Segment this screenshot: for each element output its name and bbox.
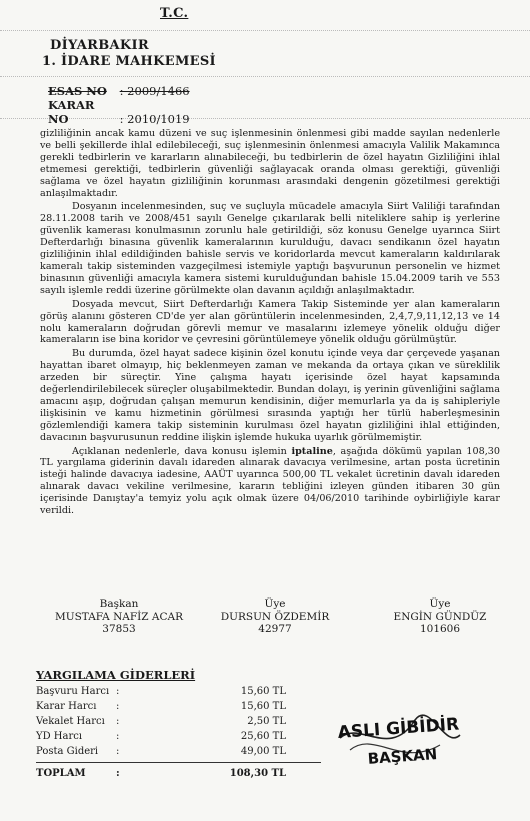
paragraph-5 xyxy=(40,446,500,517)
karar-no-row xyxy=(48,98,190,126)
court-name: 1. İDARE MAHKEMESİ xyxy=(42,54,216,69)
signature-number: 101606 xyxy=(419,623,461,635)
cost-row xyxy=(36,731,336,742)
cost-colon: : xyxy=(116,746,120,757)
paragraph-2: Dosyanın incelenmesinden, suç ve suçluyla mücadele amacıyla Siirt Valiliği tarafından 28.11.2008 tarih ve 2008/451 sayılı Genelge çıkarılarak belli niteliklere sahip iş yerlerine güvenlik kamerası konulmasının zorunlu hale getirildiği, söz konusu Genelge uyarınca Siirt Defterdarlığı binasına güvenlik kameralarının kurulduğu, davacı sendikanın özel hayatın gizliliğinin ihlal edildiğinden bahisle servis ve koridorlarda mevcut kameraların kaldırılarak kameralı takip sisteminden vazgeçilmesi istemiyle yaptığı başvurunun personelin ve hizmet binasının güvenliği amacıyla kamera sistemi kurulduğundan bahisle 15.04.2009 tarih ve 553 sayılı işlemle reddi üzerine görülmekte olan davanın açıldığı anlaşılmaktadır. xyxy=(40,201,500,296)
total-amount: 108,30 TL xyxy=(229,768,286,779)
signature-number: 42977 xyxy=(258,623,292,635)
paragraph-1: gizliliğinin ancak kamu düzeni ve suç işlenmesinin önlenmesi gibi madde sayılan nedenlerle ve belli şekillerde ihlal edilebileceği, suç işlenmesinin önlenmesi amacıyla Valilik Makamınca gerekli tedbirlerin ve kararların alınabileceği, bu tedbirlerin de özel hayatın Gizliliğini ihlal etmemesi gerektiği, tedbirlerin güvenliği sağlayacak oranda olması gerektiği, güvenliği sağlama ve özel hayatın gizliliğinin korunması arasındaki dengenin gözetilmesi gerektiği anlaşılmaktadır. xyxy=(40,128,500,199)
court-city: DİYARBAKIR xyxy=(50,38,149,53)
cost-label: Vekalet Harcı xyxy=(36,716,105,727)
total-colon: : xyxy=(116,768,120,779)
cost-label: Karar Harcı xyxy=(36,701,97,712)
signature-role: Başkan xyxy=(99,598,139,610)
cost-amount: 25,60 TL xyxy=(240,731,286,742)
signature-member-1 xyxy=(200,598,350,636)
esas-no-row xyxy=(48,84,190,98)
paragraph-4: Bu durumda, özel hayat sadece kişinin özel konutu içinde veya dar çerçevede yaşanan hayattan ibaret olmayıp, hiç beklenmeyen zaman ve mekanda da ortaya çıkan ve süreklilik arzeden bir süreçtir. Yine çalışma hayatı içerisinde özel hayat kapsamında değerlendirilebilecek süreçler oluşabilmektedir. Bundan dolayı, iş yerinin güvenliğini sağlama amacını aşıp, doğrudan çalışan memurun kendisinin, diğer memurlarla ya da iş sahipleriyle ilişkisinin ve kamu hizmetinin görülmesi sırasında yaptığı her türlü haberleşmesinin gözlemlendiği kamera takip sisteminin kurulması özel hayatın gizliliğini ihlal ettiğinden, davacının başvurusunun reddine ilişkin işlemde hukuka uyarlık görülmemiştir. xyxy=(40,348,500,443)
cost-label: YD Harcı xyxy=(36,731,83,742)
costs-title: YARGILAMA GİDERLERİ xyxy=(36,668,196,682)
cost-amount: 2,50 TL xyxy=(247,716,286,727)
cost-colon: : xyxy=(116,716,120,727)
signature-role: Üye xyxy=(429,598,451,610)
total-label: TOPLAM xyxy=(36,768,86,779)
cost-colon: : xyxy=(116,701,120,712)
stamp-text-line2: BAŞKAN xyxy=(367,745,438,768)
cost-row xyxy=(36,686,336,697)
cost-row xyxy=(36,701,336,712)
signature-name: DURSUN ÖZDEMİR xyxy=(220,610,330,623)
signature-number: 37853 xyxy=(102,623,136,635)
iptal-term: iptaline xyxy=(291,445,333,457)
certified-copy-stamp xyxy=(320,690,470,780)
signature-name: ENGİN GÜNDÜZ xyxy=(393,610,487,623)
paragraph-5-end: , aşağıda dökümü yapılan 108,30 TL yargılama giderinin davalı idareden alınarak davacıya verilmesine, artan posta ücretinin isteği halinde davacıya iadesine, AAÜT uyarınca 500,00 TL vekalet ücretinin davalı idareden alınarak davacı vekiline verilmesine, kararın tebliğini izleyen günden itibaren 30 gün içerisinde Danıştay'a temyiz yolu açık olmak üzere 04/06/2010 tarihinde oybirliğiyle karar verildi. xyxy=(40,445,500,517)
signature-role: Üye xyxy=(264,598,286,610)
cost-row xyxy=(36,746,336,757)
signature-name: MUSTAFA NAFİZ ACAR xyxy=(54,610,184,623)
stamp-graphic xyxy=(320,690,470,780)
karar-no-label: KARAR NO xyxy=(48,98,95,126)
stamp-text-line1: ASLI GİBİDİR xyxy=(337,714,460,743)
cost-colon: : xyxy=(116,686,120,697)
cost-amount: 49,00 TL xyxy=(240,746,286,757)
cost-label: Posta Gideri xyxy=(36,746,99,757)
paragraph-3: Dosyada mevcut, Siirt Defterdarlığı Kamera Takip Sisteminde yer alan kameraların görüş alanını gösteren CD'de yer alan görüntülerin incelenmesinden, 2,4,7,9,11,12,13 ve 14 nolu kameraların doğrudan görevli memur ve masalarını izlemeye yönelik olduğu diğer kameraların ise bina koridor ve çevresini görüntülemeye yönelik olduğu görülmüştür. xyxy=(40,298,500,346)
cost-label: Başvuru Harcı xyxy=(36,686,110,697)
tc-header: T.C. xyxy=(160,6,189,21)
cost-colon: : xyxy=(116,731,120,742)
cost-amount: 15,60 TL xyxy=(240,701,286,712)
esas-no-label: ESAS NO xyxy=(48,84,107,98)
cost-amount: 15,60 TL xyxy=(240,686,286,697)
karar-no-value: : 2010/1019 xyxy=(119,112,190,126)
total-divider xyxy=(36,762,321,763)
paragraph-5-start: Açıklanan nedenlerle, dava konusu işlemin xyxy=(72,445,292,457)
signature-member-2 xyxy=(370,598,510,636)
signature-president xyxy=(34,598,204,636)
form-rule xyxy=(0,76,530,77)
esas-no-value: : 2009/1466 xyxy=(119,84,190,98)
cost-row xyxy=(36,716,336,727)
decision-body xyxy=(40,128,500,517)
form-rule xyxy=(0,30,530,31)
cost-total-row xyxy=(36,768,336,779)
